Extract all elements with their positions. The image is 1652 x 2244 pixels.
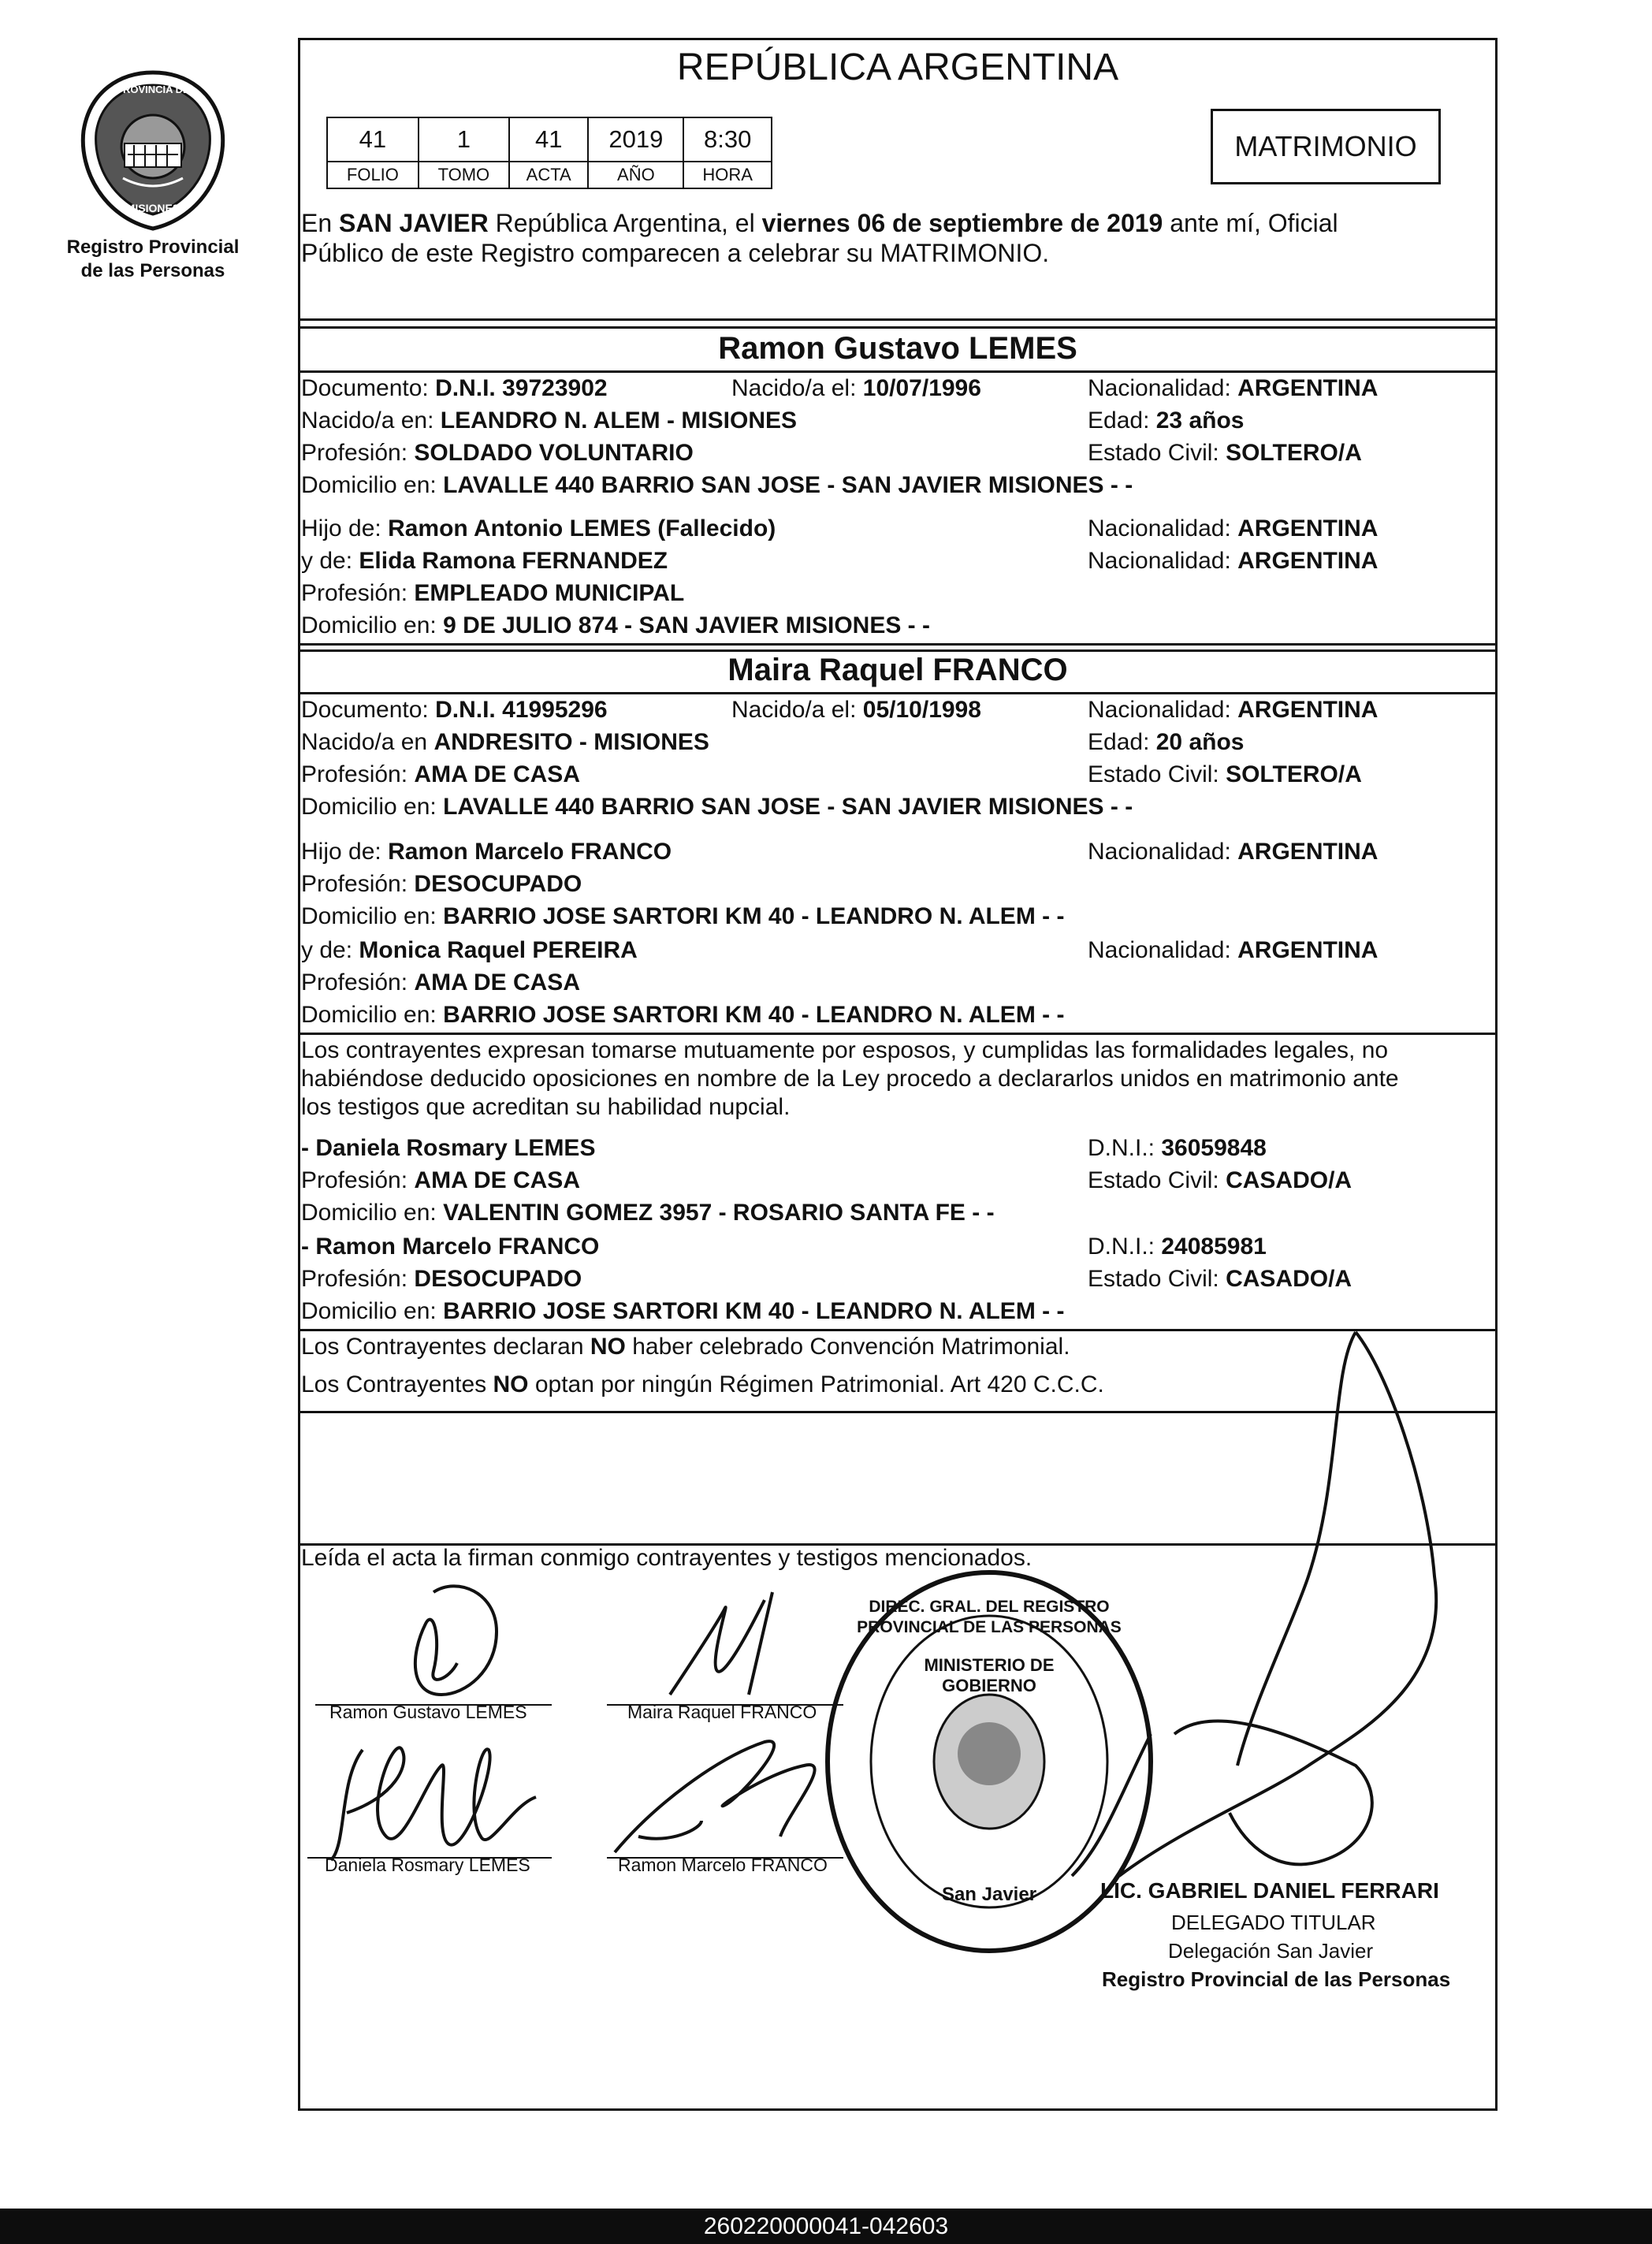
spouse2-father-nat: Nacionalidad: ARGENTINA xyxy=(1088,839,1379,865)
witness1-addr: Domicilio en: VALENTIN GOMEZ 3957 - ROSARIO SANTA FE - - xyxy=(301,1200,995,1226)
intro-line2: Público de este Registro comparecen a celebrar su MATRIMONIO. xyxy=(301,239,1050,267)
witness1-civil: Estado Civil: CASADO/A xyxy=(1088,1167,1352,1193)
witness2-prof: Profesión: DESOCUPADO xyxy=(301,1266,582,1292)
handwritten-signature-2 xyxy=(654,1576,804,1710)
footer-bar xyxy=(0,2209,1652,2244)
doc-type-box xyxy=(1211,109,1441,184)
org-name-line2: de las Personas xyxy=(80,260,225,281)
handwritten-signature-1 xyxy=(378,1576,520,1710)
spouse1-parents-prof: Profesión: EMPLEADO MUNICIPAL xyxy=(301,580,685,606)
spouse2-mother-nat: Nacionalidad: ARGENTINA xyxy=(1088,937,1379,963)
acta-value: 41 xyxy=(509,117,589,162)
signature-caption-2: Maira Raquel FRANCO xyxy=(627,1702,817,1722)
spouse1-mother-nat: Nacionalidad: ARGENTINA xyxy=(1088,548,1379,574)
doc-type: MATRIMONIO xyxy=(1234,130,1417,162)
intro-line1: En SAN JAVIER República Argentina, el viernes 06 de septiembre de 2019 ante mí, Oficial xyxy=(301,209,1338,237)
acta-label: ACTA xyxy=(509,162,589,188)
org-name-line1: Registro Provincial xyxy=(66,236,240,258)
declaration-line3: los testigos que acreditan su habilidad nupcial. xyxy=(301,1094,791,1120)
spouse1-father: Hijo de: Ramon Antonio LEMES (Fallecido) xyxy=(301,515,776,541)
spouse2-father: Hijo de: Ramon Marcelo FRANCO xyxy=(301,839,672,865)
divider xyxy=(298,318,1498,321)
spouse2-mother-addr: Domicilio en: BARRIO JOSE SARTORI KM 40 - LEANDRO N. ALEM - - xyxy=(301,1002,1065,1028)
spouse1-prof: Profesión: SOLDADO VOLUNTARIO xyxy=(301,440,694,466)
spouse2-birthplace: Nacido/a en ANDRESITO - MISIONES xyxy=(301,729,709,755)
spouse1-mother: y de: Elida Ramona FERNANDEZ xyxy=(301,548,668,574)
divider xyxy=(298,326,1498,329)
page-title: REPÚBLICA ARGENTINA xyxy=(676,47,1119,88)
registry-table xyxy=(326,117,772,189)
spouse1-name: Ramon Gustavo LEMES xyxy=(718,331,1077,366)
seal-outer-text: DIREC. GRAL. DEL REGISTRO PROVINCIAL DE LAS PERSONAS xyxy=(857,1598,1122,1636)
spouse2-mother: y de: Monica Raquel PEREIRA xyxy=(301,937,638,963)
witness2-addr: Domicilio en: BARRIO JOSE SARTORI KM 40 - LEANDRO N. ALEM - - xyxy=(301,1298,1065,1324)
spouse2-mother-prof: Profesión: AMA DE CASA xyxy=(301,969,580,995)
anio-value: 2019 xyxy=(588,117,683,162)
footer-code: 260220000041-042603 xyxy=(703,2212,949,2239)
declaration-line1: Los contrayentes expresan tomarse mutuamente por esposos, y cumplidas las formalidades legales, no xyxy=(301,1037,1389,1063)
signature-caption-1: Ramon Gustavo LEMES xyxy=(329,1702,527,1722)
spouse2-name: Maira Raquel FRANCO xyxy=(727,653,1068,687)
convention-line1: Los Contrayentes declaran NO haber celebrado Convención Matrimonial. xyxy=(301,1334,1070,1360)
spouse1-doc: Documento: D.N.I. 39723902 xyxy=(301,375,608,401)
spouse2-born: Nacido/a el: 05/10/1998 xyxy=(731,697,981,723)
spouse2-addr: Domicilio en: LAVALLE 440 BARRIO SAN JOSE - SAN JAVIER MISIONES - - xyxy=(301,794,1133,820)
hora-value: 8:30 xyxy=(683,117,772,162)
folio-value: 41 xyxy=(327,117,419,162)
spouse2-age: Edad: 20 años xyxy=(1088,729,1245,755)
seal-inner-text: MINISTERIO DE GOBIERNO xyxy=(924,1655,1055,1695)
logo-top-text: PROVINCIA DE xyxy=(116,84,190,95)
spouse1-nat: Nacionalidad: ARGENTINA xyxy=(1088,375,1379,401)
spouse2-father-prof: Profesión: DESOCUPADO xyxy=(301,871,582,897)
officer-office: Delegación San Javier xyxy=(1168,1939,1374,1963)
spouse1-civil: Estado Civil: SOLTERO/A xyxy=(1088,440,1362,466)
witness1-name: - Daniela Rosmary LEMES xyxy=(301,1135,596,1161)
closing-text: Leída el acta la firman conmigo contrayentes y testigos mencionados. xyxy=(301,1545,1032,1571)
witness2-civil: Estado Civil: CASADO/A xyxy=(1088,1266,1352,1292)
officer-title: DELEGADO TITULAR xyxy=(1171,1911,1376,1934)
spouse2-prof: Profesión: AMA DE CASA xyxy=(301,761,580,787)
logo-bottom-text: MISIONES xyxy=(125,202,180,214)
witness2-dni: D.N.I.: 24085981 xyxy=(1088,1234,1267,1260)
divider xyxy=(298,692,1498,694)
province-logo xyxy=(76,68,230,233)
declaration-line2: habiéndose deducido oposiciones en nombre de la Ley procedo a declararlos unidos en matrimonio ante xyxy=(301,1066,1399,1092)
signature-caption-4: Ramon Marcelo FRANCO xyxy=(618,1855,828,1875)
witness1-prof: Profesión: AMA DE CASA xyxy=(301,1167,580,1193)
officer-name: LIC. GABRIEL DANIEL FERRARI xyxy=(1100,1878,1439,1903)
officer-org: Registro Provincial de las Personas xyxy=(1102,1967,1451,1991)
spouse2-civil: Estado Civil: SOLTERO/A xyxy=(1088,761,1362,787)
officer-signature xyxy=(1056,1324,1482,1907)
convention-line2: Los Contrayentes NO optan por ningún Régimen Patrimonial. Art 420 C.C.C. xyxy=(301,1371,1104,1397)
tomo-label: TOMO xyxy=(419,162,509,188)
spouse2-nat: Nacionalidad: ARGENTINA xyxy=(1088,697,1379,723)
divider xyxy=(298,1033,1498,1035)
tomo-value: 1 xyxy=(419,117,509,162)
handwritten-signature-3 xyxy=(315,1718,552,1876)
hora-label: HORA xyxy=(683,162,772,188)
witness1-dni: D.N.I.: 36059848 xyxy=(1088,1135,1267,1161)
folio-label: FOLIO xyxy=(327,162,419,188)
signature-caption-3: Daniela Rosmary LEMES xyxy=(325,1855,530,1875)
witness2-name: - Ramon Marcelo FRANCO xyxy=(301,1234,600,1260)
spouse1-born: Nacido/a el: 10/07/1996 xyxy=(731,375,981,401)
seal-bottom-text: San Javier xyxy=(941,1884,1037,1905)
divider xyxy=(298,370,1498,373)
spouse1-birthplace: Nacido/a en: LEANDRO N. ALEM - MISIONES xyxy=(301,407,798,434)
spouse1-father-nat: Nacionalidad: ARGENTINA xyxy=(1088,515,1379,541)
spouse1-addr: Domicilio en: LAVALLE 440 BARRIO SAN JOSE - SAN JAVIER MISIONES - - xyxy=(301,472,1133,498)
spouse1-age: Edad: 23 años xyxy=(1088,407,1245,434)
spouse2-father-addr: Domicilio en: BARRIO JOSE SARTORI KM 40 - LEANDRO N. ALEM - - xyxy=(301,903,1065,929)
divider xyxy=(298,643,1498,646)
spouse2-doc: Documento: D.N.I. 41995296 xyxy=(301,697,608,723)
spouse1-parents-addr: Domicilio en: 9 DE JULIO 874 - SAN JAVIER MISIONES - - xyxy=(301,612,930,638)
anio-label: AÑO xyxy=(588,162,683,188)
